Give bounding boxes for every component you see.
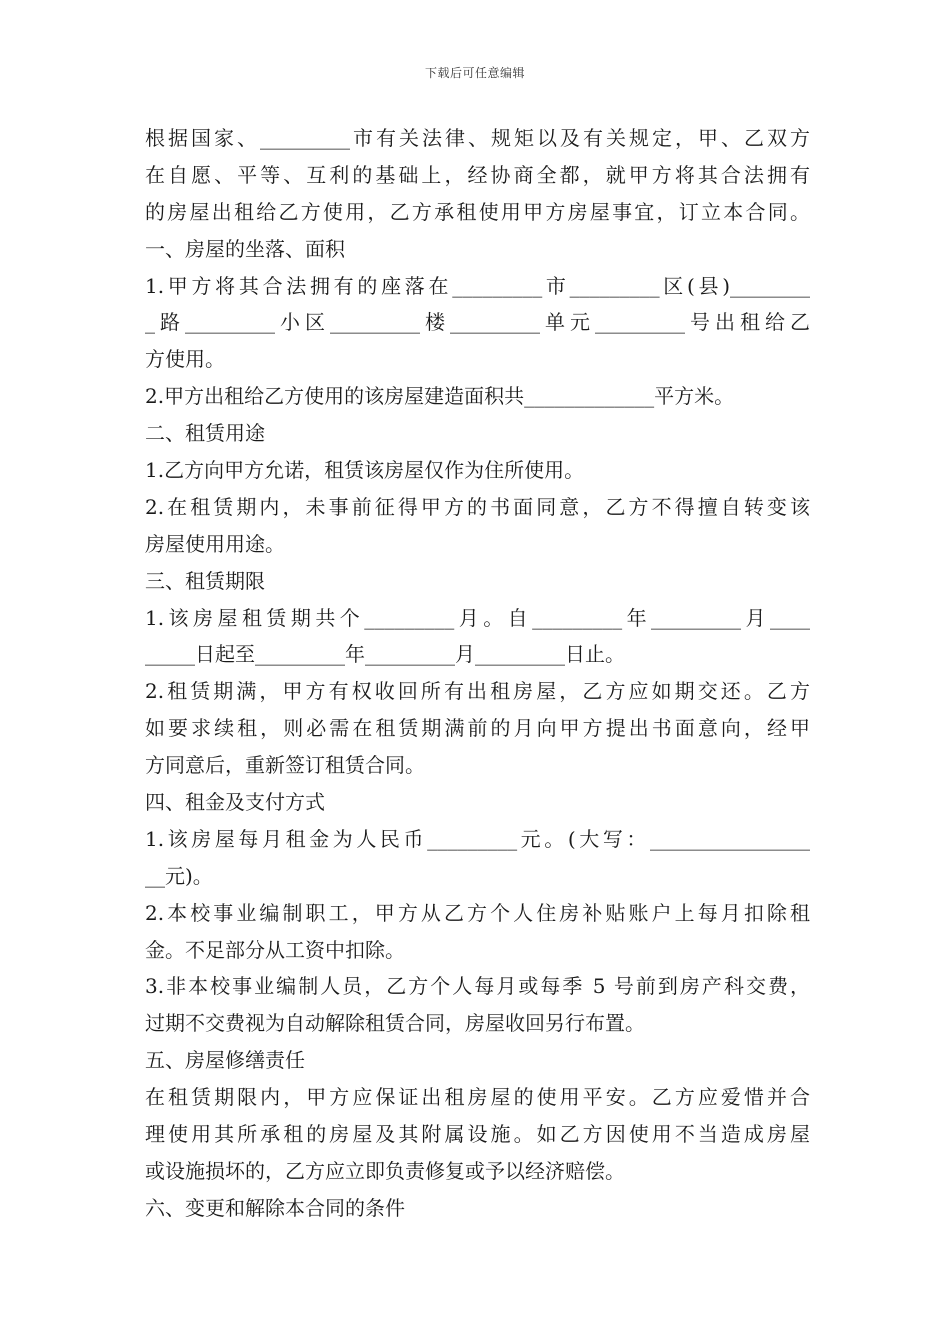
section-heading: 四、租金及支付方式 bbox=[145, 790, 325, 815]
section-heading: 二、租赁用途 bbox=[145, 421, 265, 446]
section-heading: 一、房屋的坐落、面积 bbox=[145, 236, 345, 261]
section-heading: 三、租赁期限 bbox=[145, 568, 265, 593]
paragraph-line: 2.租赁期满，甲方有权收回所有出租房屋，乙方应如期交还。乙方 bbox=[145, 679, 810, 704]
paragraph-line: 房屋使用用途。 bbox=[145, 531, 285, 556]
paragraph-line: 方使用。 bbox=[145, 347, 225, 372]
paragraph-line: 1.该房屋租赁期共个_________月。自_________年_________月____ bbox=[145, 605, 810, 630]
paragraph-line: 2.在租赁期内，未事前征得甲方的书面同意，乙方不得擅自转变该 bbox=[145, 494, 810, 519]
paragraph-line: 过期不交费视为自动解除租赁合同，房屋收回另行布置。 bbox=[145, 1011, 645, 1036]
paragraph-line: __元)。 bbox=[145, 863, 213, 888]
paragraph-line: 1.乙方向甲方允诺，租赁该房屋仅作为住所使用。 bbox=[145, 458, 585, 483]
paragraph-line: _路_________小区_________楼_________单元_________号出租给乙 bbox=[145, 310, 810, 335]
paragraph-line: 在自愿、平等、互利的基础上，经协商全都，就甲方将其合法拥有 bbox=[145, 162, 810, 187]
paragraph-line: 或设施损坏的，乙方应立即负责修复或予以经济赔偿。 bbox=[145, 1158, 625, 1183]
section-heading: 六、变更和解除本合同的条件 bbox=[145, 1195, 405, 1220]
paragraph-line: 的房屋出租给乙方使用，乙方承租使用甲方房屋事宜，订立本合同。 bbox=[145, 199, 810, 224]
paragraph-line: 理使用其所承租的房屋及其附属设施。如乙方因使用不当造成房屋 bbox=[145, 1122, 810, 1147]
page-header: 下载后可任意编辑 bbox=[424, 66, 525, 80]
paragraph-line: 方同意后，重新签订租赁合同。 bbox=[145, 753, 425, 778]
paragraph-line: 金。不足部分从工资中扣除。 bbox=[145, 937, 405, 962]
section-heading: 五、房屋修缮责任 bbox=[145, 1048, 305, 1073]
document-body bbox=[145, 120, 810, 1227]
paragraph-line: 1.该房屋每月租金为人民币_________元。(大写：________________ bbox=[145, 826, 810, 851]
paragraph-line: 根据国家、_________市有关法律、规矩以及有关规定，甲、乙双方 bbox=[145, 126, 810, 150]
paragraph-line: 2.本校事业编制职工，甲方从乙方个人住房补贴账户上每月扣除租 bbox=[145, 900, 810, 925]
paragraph-line: 2.甲方出租给乙方使用的该房屋建造面积共_____________平方米。 bbox=[145, 384, 735, 409]
paragraph-line: 如要求续租，则必需在租赁期满前的月向甲方提出书面意向，经甲 bbox=[145, 716, 810, 741]
paragraph-line: _____日起至_________年_________月_________日止。 bbox=[145, 642, 625, 667]
paragraph-line: 在租赁期限内，甲方应保证出租房屋的使用平安。乙方应爱惜并合 bbox=[145, 1085, 810, 1110]
paragraph-line: 3.非本校事业编制人员，乙方个人每月或每季 5 号前到房产科交费， bbox=[145, 974, 810, 999]
paragraph-line: 1.甲方将其合法拥有的座落在_________市_________区(县)________ bbox=[145, 273, 810, 298]
